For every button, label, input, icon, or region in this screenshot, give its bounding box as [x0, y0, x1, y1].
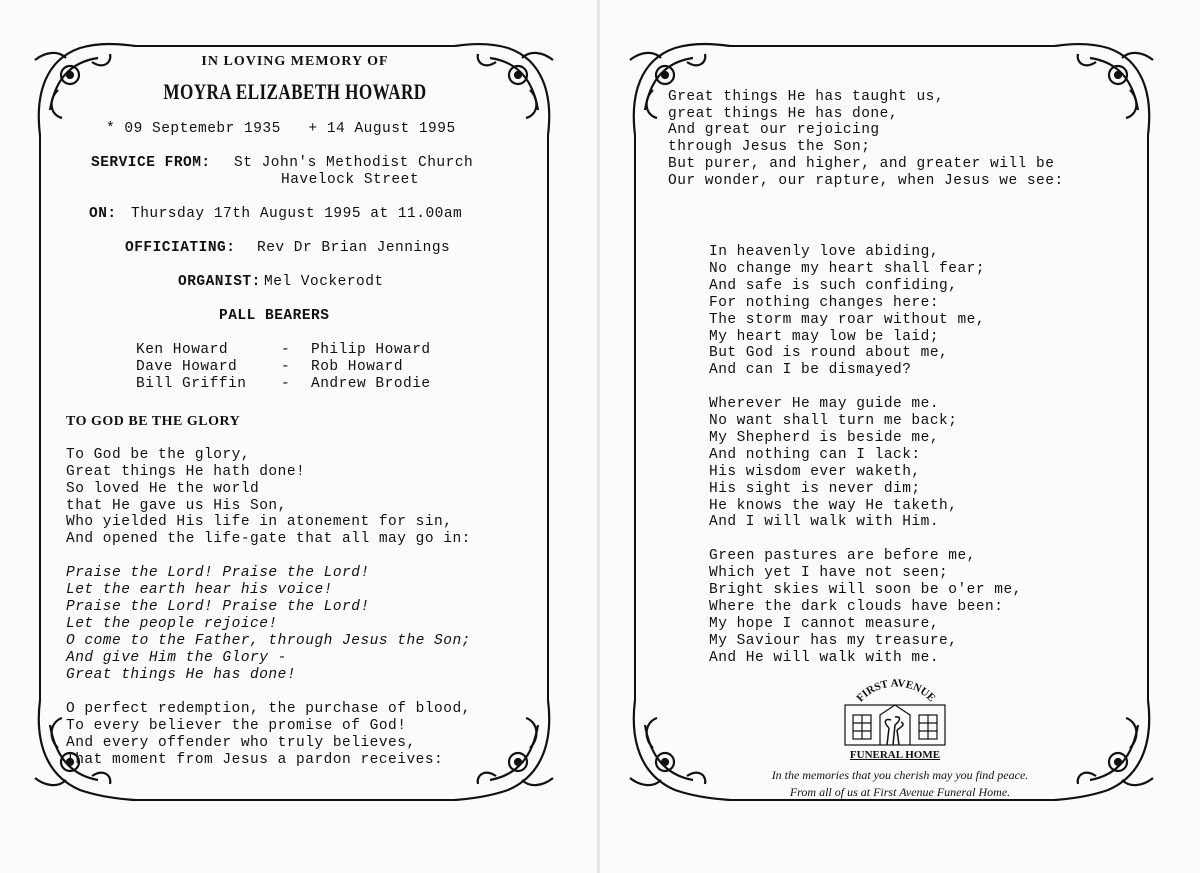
poem-line: No want shall turn me back; [709, 413, 958, 429]
hymn-title: TO GOD BE THE GLORY [66, 414, 241, 429]
hymn-line: Great things He has taught us, [668, 89, 945, 105]
hymn-line: Great things He hath done! [66, 464, 306, 480]
birth-death-dates: * 09 Septemebr 1935 + 14 August 1995 [106, 121, 456, 137]
pall-bearer-right: Philip Howard [311, 342, 431, 358]
hymn-line: To God be the glory, [66, 447, 251, 463]
service-datetime: Thursday 17th August 1995 at 11.00am [131, 206, 463, 222]
organist-label: ORGANIST: [178, 274, 261, 290]
hymn-line: So loved He the world [66, 481, 260, 497]
pall-bearer-dash: - [281, 376, 291, 392]
hymn-line: That moment from Jesus a pardon receives: [66, 752, 444, 768]
pall-bearer-dash: - [281, 342, 291, 358]
poem-line: In heavenly love abiding, [709, 244, 940, 260]
pall-bearers-title: PALL BEARERS [219, 308, 330, 324]
chorus-line: And give Him the Glory - [66, 650, 287, 666]
hymn-line: To every believer the promise of God! [66, 718, 407, 734]
date-label: ON: [89, 206, 117, 222]
hymn-line: through Jesus the Son; [668, 139, 871, 155]
poem-line: No change my heart shall fear; [709, 261, 986, 277]
memorial-heading: IN LOVING MEMORY OF [201, 54, 389, 69]
officiating-label: OFFICIATING: [125, 240, 236, 256]
chorus-line: Praise the Lord! Praise the Lord! [66, 599, 370, 615]
poem-line: My heart may low be laid; [709, 329, 940, 345]
poem-line: Where the dark clouds have been: [709, 599, 1004, 615]
chorus-line: O come to the Father, through Jesus the Son; [66, 633, 471, 649]
poem-line: And nothing can I lack: [709, 447, 921, 463]
poem-line: My Saviour has my treasure, [709, 633, 958, 649]
footer-condolence-line-1: In the memories that you cherish may you find peace. [771, 768, 1029, 782]
pall-bearer-right: Andrew Brodie [311, 376, 431, 392]
hymn-line: great things He has done, [668, 106, 899, 122]
poem-line: My Shepherd is beside me, [709, 430, 940, 446]
poem-line: Which yet I have not seen; [709, 565, 949, 581]
poem-line: The storm may roar without me, [709, 312, 986, 328]
hymn-line: But purer, and higher, and greater will be [668, 156, 1055, 172]
logo-caption: FUNERAL HOME [849, 749, 941, 761]
poem-line: But God is round about me, [709, 345, 949, 361]
deceased-name: MOYRA ELIZABETH HOWARD [163, 79, 427, 104]
poem-line: His wisdom ever waketh, [709, 464, 921, 480]
hymn-line: And every offender who truly believes, [66, 735, 416, 751]
hymn-line: And great our rejoicing [668, 122, 880, 138]
building-icon [845, 705, 945, 745]
left-page [0, 0, 597, 873]
service-church: St John's Methodist Church [234, 155, 474, 171]
chorus-line: Let the people rejoice! [66, 616, 278, 632]
poem-line: And can I be dismayed? [709, 362, 912, 378]
pall-bearer-dash: - [281, 359, 291, 375]
chorus-line: Praise the Lord! Praise the Lord! [66, 565, 370, 581]
logo-arc-text: FIRST AVENUE [854, 677, 938, 705]
hymn-line: Our wonder, our rapture, when Jesus we see: [668, 173, 1064, 189]
poem-line: Wherever He may guide me. [709, 396, 940, 412]
poem-line: And He will walk with me. [709, 650, 940, 666]
hymn-line: Who yielded His life in atonement for sin, [66, 514, 453, 530]
pall-bearer-left: Bill Griffin [136, 376, 247, 392]
pall-bearer-left: Ken Howard [136, 342, 229, 358]
pall-bearer-left: Dave Howard [136, 359, 238, 375]
chorus-line: Great things He has done! [66, 667, 297, 683]
hymn-line: O perfect redemption, the purchase of blood, [66, 701, 471, 717]
hymn-line: that He gave us His Son, [66, 498, 287, 514]
poem-line: His sight is never dim; [709, 481, 921, 497]
hymn-line: And opened the life-gate that all may go in: [66, 531, 471, 547]
poem-line: Bright skies will soon be o'er me, [709, 582, 1022, 598]
poem-line: And safe is such confiding, [709, 278, 958, 294]
service-label: SERVICE FROM: [91, 155, 211, 171]
right-page [600, 0, 1200, 873]
footer-condolence-line-2: From all of us at First Avenue Funeral Home. [789, 785, 1011, 799]
chorus-line: Let the earth hear his voice! [66, 582, 333, 598]
poem-line: My hope I cannot measure, [709, 616, 940, 632]
poem-line: For nothing changes here: [709, 295, 940, 311]
poem-line: And I will walk with Him. [709, 514, 940, 530]
organist-name: Mel Vockerodt [264, 274, 384, 290]
poem-line: Green pastures are before me, [709, 548, 976, 564]
service-street: Havelock Street [281, 172, 420, 188]
pall-bearer-right: Rob Howard [311, 359, 404, 375]
poem-line: He knows the way He taketh, [709, 498, 958, 514]
officiating-name: Rev Dr Brian Jennings [257, 240, 451, 256]
